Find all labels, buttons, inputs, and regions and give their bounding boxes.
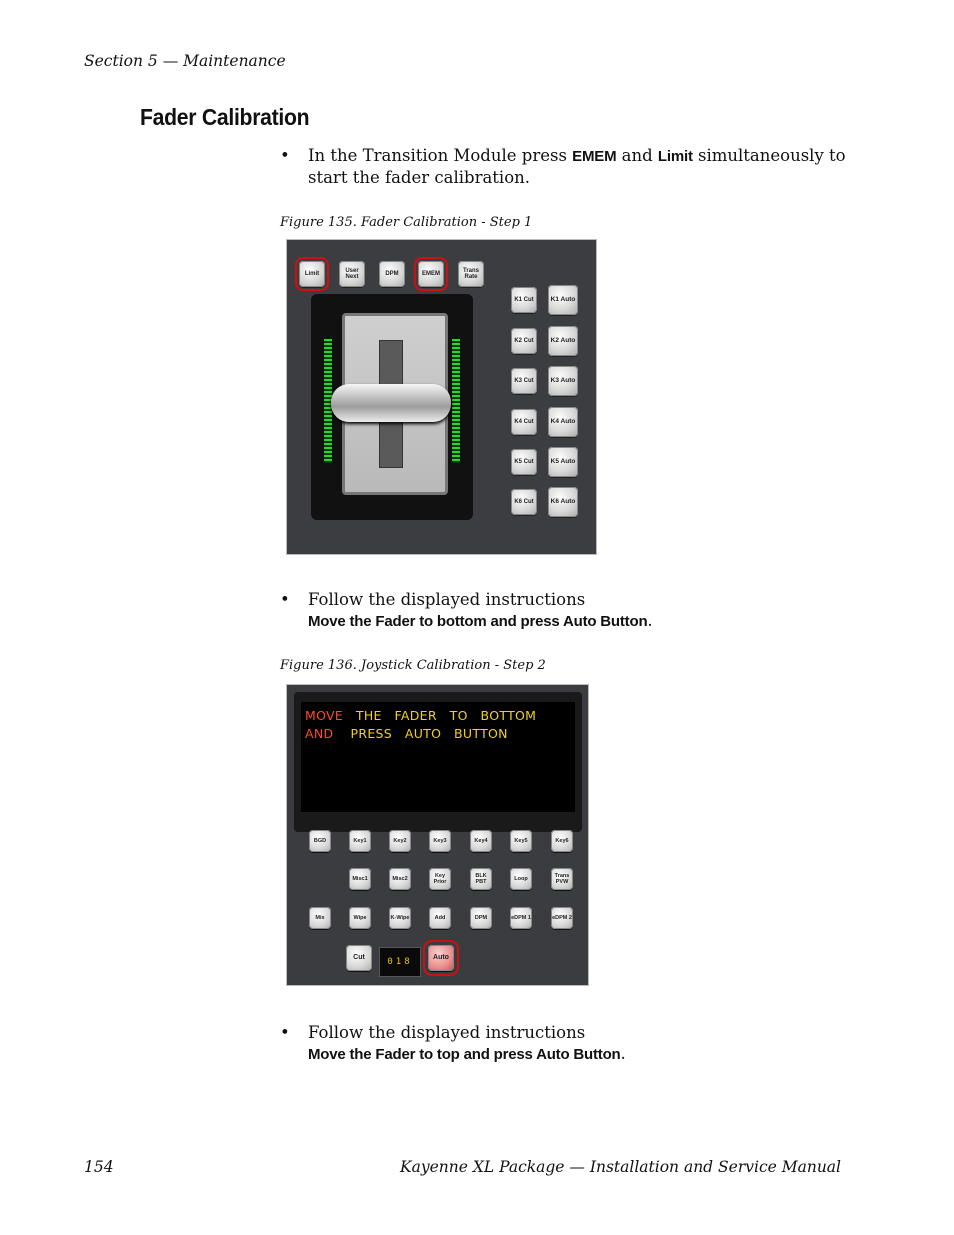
key2-button: Key2 (389, 830, 411, 852)
fader-handle (331, 384, 451, 422)
k6-cut-button: K6 Cut (511, 489, 537, 515)
trans-pvw-button: Trans PVW (551, 868, 573, 890)
k1-cut-button: K1 Cut (511, 287, 537, 313)
key-prior-button: Key Prior (429, 868, 451, 890)
rate-counter: 018 (379, 947, 421, 977)
bullet-1-text: In the Transition Module press EMEM and Limit simultaneously to start the fader calibration. (308, 146, 846, 187)
bullet-2-text: Follow the displayed instructions Move the Fader to bottom and press Auto Button. (308, 590, 653, 630)
figure-135-caption: Figure 135. Fader Calibration - Step 1 (280, 215, 533, 230)
trans-rate-button: Trans Rate (458, 261, 484, 287)
k4-cut-button: K4 Cut (511, 409, 537, 435)
dpm-button: DPM (379, 261, 405, 287)
edpm2-button: eDPM 2 (551, 907, 573, 929)
k6-auto-button: K6 Auto (548, 487, 578, 517)
key4-button: Key4 (470, 830, 492, 852)
k5-cut-button: K5 Cut (511, 449, 537, 475)
transition-panel-figure (286, 684, 589, 986)
mix-button: Mix (309, 907, 331, 929)
k-wipe-button: K-Wipe (389, 907, 411, 929)
bullet-dot: • (280, 1023, 290, 1042)
dpm-button-2: DPM (470, 907, 492, 929)
key5-button: Key5 (510, 830, 532, 852)
wipe-button: Wipe (349, 907, 371, 929)
k2-auto-button: K2 Auto (548, 326, 578, 356)
display-line-1: MOVE THE FADER TO BOTTOM (305, 708, 537, 723)
key1-button: Key1 (349, 830, 371, 852)
page-title: Fader Calibration (140, 104, 310, 130)
misc2-button: Misc2 (389, 868, 411, 890)
emem-button: EMEM (418, 261, 444, 287)
bgd-button: BGD (309, 830, 331, 852)
k1-auto-button: K1 Auto (548, 285, 578, 315)
blk-pbt-button: BLK PBT (470, 868, 492, 890)
edpm1-button: eDPM 1 (510, 907, 532, 929)
manual-title: Kayenne XL Package — Installation and Service Manual (400, 1158, 841, 1176)
bullet-3-text: Follow the displayed instructions Move the Fader to top and press Auto Button. (308, 1023, 626, 1063)
user-next-button: User Next (339, 261, 365, 287)
fader-panel-figure (286, 239, 597, 555)
key3-button: Key3 (429, 830, 451, 852)
k2-cut-button: K2 Cut (511, 328, 537, 354)
auto-button: Auto (428, 945, 454, 971)
limit-button: Limit (299, 261, 325, 287)
key6-button: Key6 (551, 830, 573, 852)
display-line-2: AND PRESS AUTO BUTTON (305, 726, 508, 741)
page-number: 154 (84, 1158, 114, 1176)
figure-136-caption: Figure 136. Joystick Calibration - Step 2 (280, 658, 546, 673)
misc1-button: Misc1 (349, 868, 371, 890)
add-button: Add (429, 907, 451, 929)
bullet-dot: • (280, 146, 290, 165)
loop-button: Loop (510, 868, 532, 890)
bullet-dot: • (280, 590, 290, 609)
k5-auto-button: K5 Auto (548, 447, 578, 477)
k3-auto-button: K3 Auto (548, 366, 578, 396)
cut-button: Cut (346, 945, 372, 971)
k3-cut-button: K3 Cut (511, 368, 537, 394)
right-led-bar (452, 339, 460, 463)
section-header: Section 5 — Maintenance (84, 52, 286, 70)
display-screen (301, 702, 575, 812)
k4-auto-button: K4 Auto (548, 407, 578, 437)
